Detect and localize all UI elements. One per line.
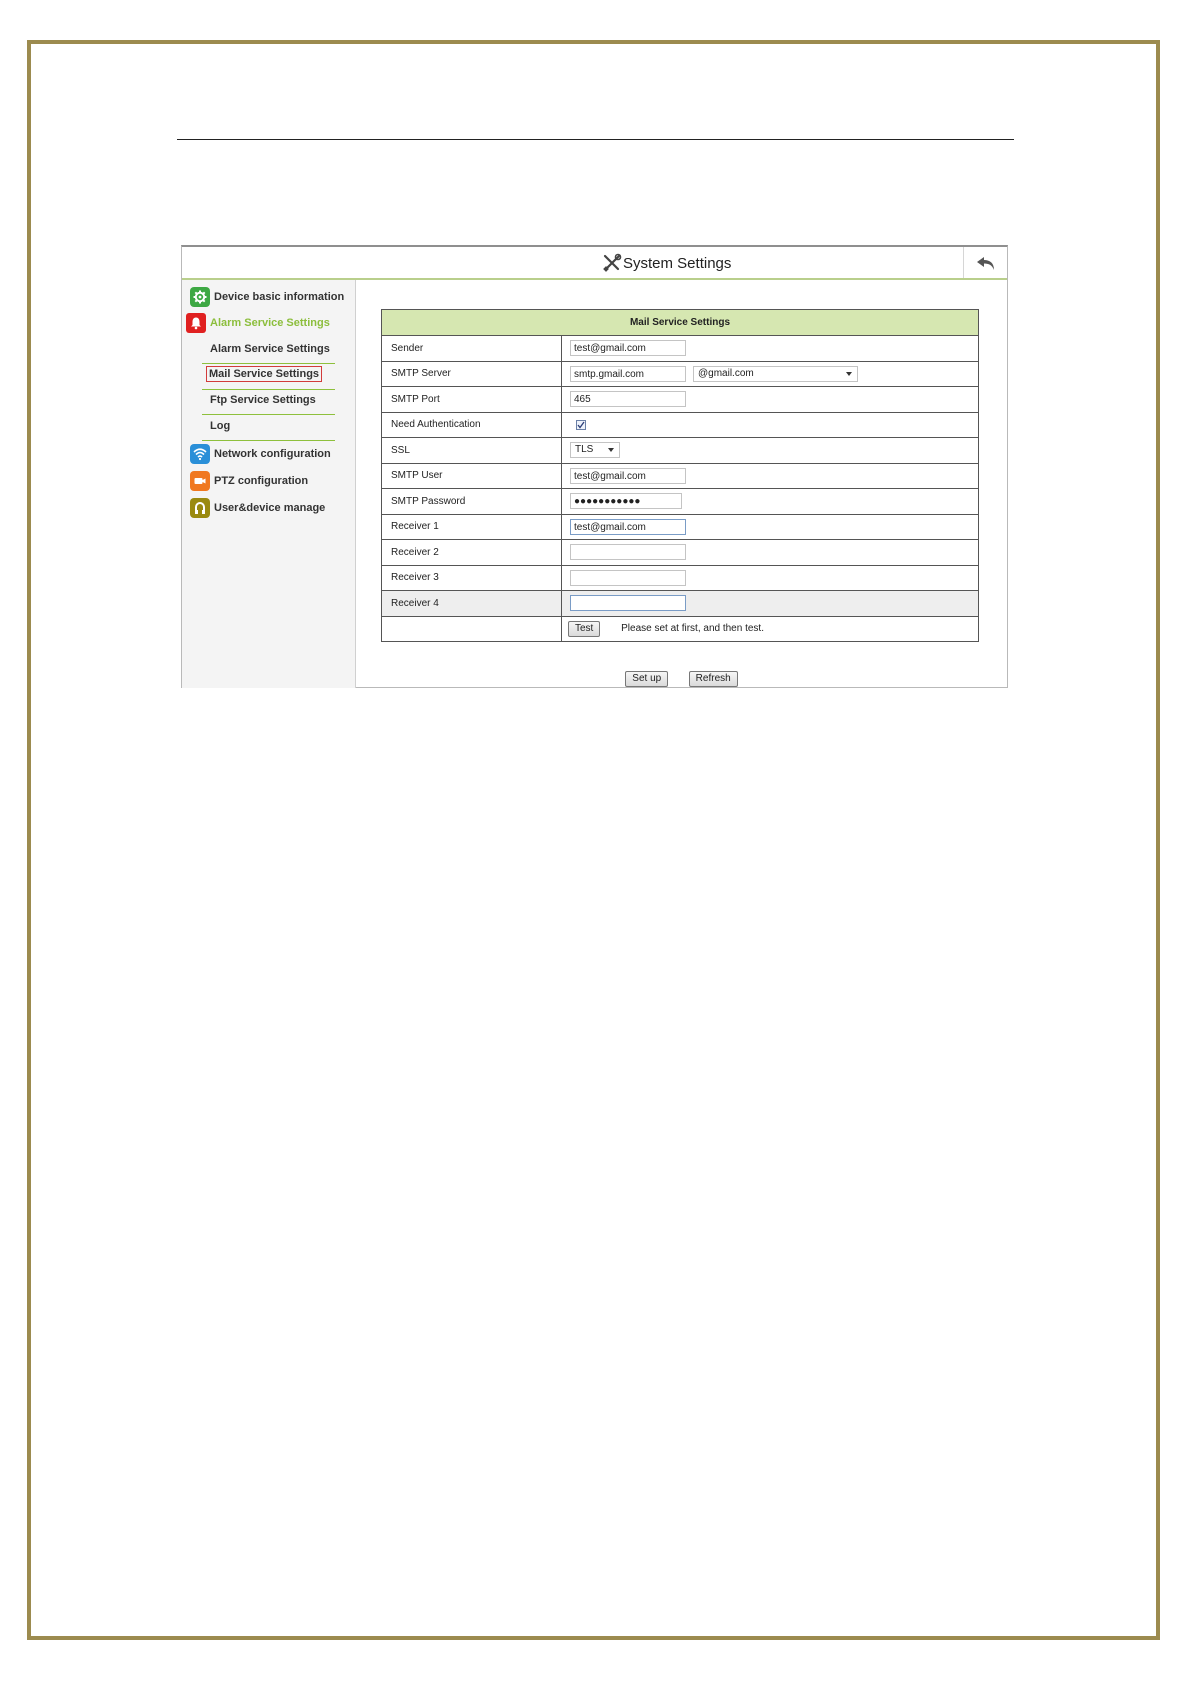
header-rule bbox=[177, 139, 1014, 140]
action-bar bbox=[356, 668, 1007, 687]
field-label: Receiver 2 bbox=[382, 540, 562, 566]
tools-icon bbox=[602, 253, 622, 273]
sidebar-item-device-info[interactable] bbox=[190, 287, 344, 307]
test-hint: Please set at first, and then test. bbox=[621, 622, 764, 634]
bell-icon bbox=[186, 313, 206, 333]
receiver2-input[interactable] bbox=[570, 544, 686, 560]
receiver4-input[interactable] bbox=[570, 595, 686, 611]
main-content bbox=[356, 280, 1007, 688]
field-label: SSL bbox=[382, 438, 562, 464]
table-heading: Mail Service Settings bbox=[382, 310, 979, 336]
divider bbox=[202, 414, 335, 415]
back-arrow-icon bbox=[975, 253, 997, 273]
smtp-server-preset-select[interactable] bbox=[693, 366, 858, 382]
need-auth-checkbox[interactable] bbox=[576, 420, 586, 430]
divider bbox=[202, 440, 335, 441]
table-row bbox=[382, 336, 979, 362]
receiver3-input[interactable] bbox=[570, 570, 686, 586]
user-icon bbox=[190, 498, 210, 518]
smtp-user-input[interactable]: test@gmail.com bbox=[570, 468, 686, 484]
subitem-label: Mail Service Settings bbox=[206, 366, 322, 382]
test-button[interactable]: Test bbox=[568, 621, 600, 637]
field-label: Receiver 1 bbox=[382, 514, 562, 540]
sender-input[interactable]: test@gmail.com bbox=[570, 340, 686, 356]
field-label: Need Authentication bbox=[382, 412, 562, 438]
subitem-alarm-service[interactable] bbox=[202, 343, 335, 355]
sidebar-item-ptz[interactable] bbox=[190, 471, 308, 491]
mail-settings-table bbox=[381, 309, 979, 642]
field-label: Sender bbox=[382, 336, 562, 362]
table-header-row bbox=[382, 310, 979, 336]
table-row bbox=[382, 438, 979, 464]
field-label: SMTP Password bbox=[382, 489, 562, 515]
field-label: SMTP User bbox=[382, 463, 562, 489]
chevron-down-icon bbox=[846, 372, 852, 376]
table-row bbox=[382, 387, 979, 413]
title-wrap bbox=[602, 253, 731, 273]
refresh-button[interactable]: Refresh bbox=[689, 671, 738, 687]
table-row bbox=[382, 616, 979, 642]
table-row bbox=[382, 412, 979, 438]
app-window bbox=[181, 245, 1008, 688]
gear-icon bbox=[190, 287, 210, 307]
table-row bbox=[382, 361, 979, 387]
setup-button[interactable]: Set up bbox=[625, 671, 668, 687]
camera-icon bbox=[190, 471, 210, 491]
sidebar-item-label: Alarm Service Settings bbox=[210, 317, 330, 329]
smtp-server-input[interactable]: smtp.gmail.com bbox=[570, 366, 686, 382]
sidebar-item-alarm[interactable] bbox=[186, 313, 330, 333]
sidebar-item-label: Network configuration bbox=[214, 448, 331, 460]
sidebar-item-user[interactable] bbox=[190, 498, 325, 518]
subitem-log[interactable] bbox=[202, 420, 335, 432]
select-value: @gmail.com bbox=[698, 367, 754, 379]
back-button[interactable] bbox=[963, 247, 1007, 278]
sidebar-item-network[interactable] bbox=[190, 444, 331, 464]
table-row bbox=[382, 463, 979, 489]
wifi-icon bbox=[190, 444, 210, 464]
smtp-password-input[interactable]: ●●●●●●●●●●● bbox=[570, 493, 682, 509]
subitem-label: Alarm Service Settings bbox=[210, 343, 330, 355]
field-label: SMTP Port bbox=[382, 387, 562, 413]
divider bbox=[202, 389, 335, 390]
subitem-label: Ftp Service Settings bbox=[210, 394, 316, 406]
subitem-mail-service[interactable] bbox=[202, 368, 335, 380]
titlebar bbox=[182, 247, 1007, 280]
sidebar bbox=[182, 280, 356, 688]
sidebar-item-label: User&device manage bbox=[214, 502, 326, 514]
checkmark-icon bbox=[577, 421, 585, 429]
field-label: Receiver 4 bbox=[382, 591, 562, 617]
table-row bbox=[382, 591, 979, 617]
ssl-select[interactable] bbox=[570, 442, 620, 458]
empty-cell bbox=[382, 616, 562, 642]
table-row bbox=[382, 514, 979, 540]
chevron-down-icon bbox=[608, 448, 614, 452]
select-value: TLS bbox=[575, 444, 594, 456]
sidebar-item-label: PTZ configuration bbox=[214, 475, 309, 487]
table-row bbox=[382, 540, 979, 566]
field-label: SMTP Server bbox=[382, 361, 562, 387]
table-row bbox=[382, 565, 979, 591]
smtp-port-input[interactable]: 465 bbox=[570, 391, 686, 407]
subitem-ftp-service[interactable] bbox=[202, 394, 335, 406]
sidebar-item-label: Device basic information bbox=[214, 291, 345, 303]
subitem-label: Log bbox=[210, 420, 231, 432]
table-row bbox=[382, 489, 979, 515]
page-title: System Settings bbox=[623, 255, 732, 272]
divider bbox=[202, 363, 335, 364]
receiver1-input[interactable]: test@gmail.com bbox=[570, 519, 686, 535]
field-label: Receiver 3 bbox=[382, 565, 562, 591]
